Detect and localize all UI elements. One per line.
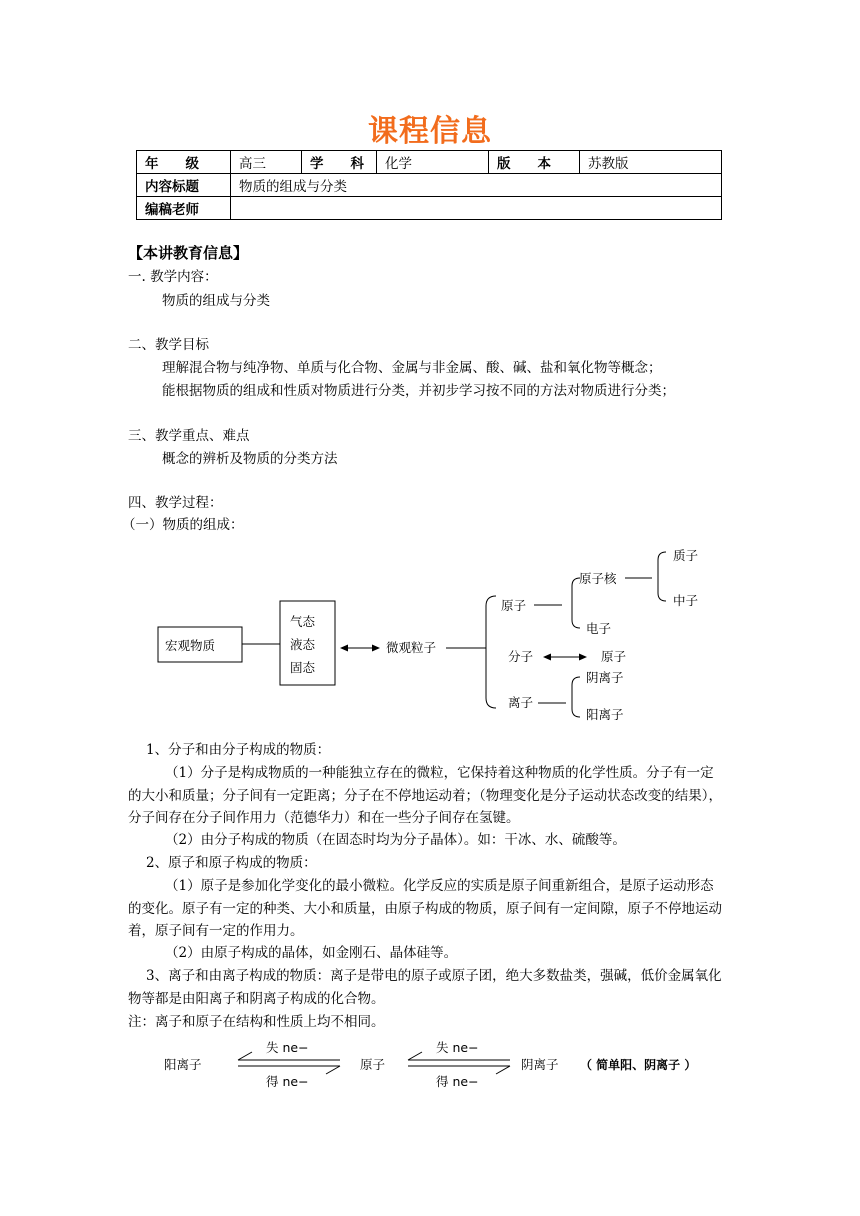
p2-a: （1）原子是参加化学变化的最小微粒。化学反应的实质是原子间重新组合，是原子运动形态的变化。原子有一定的种类、大小和质量，由原子构成的物质，原子间有一定间隙，原子不停地运动着，原子间有一定的作用力。: [128, 878, 722, 939]
topic-value: 物质的组成与分类: [231, 174, 722, 197]
s2-title: 二、教学目标: [128, 337, 209, 353]
p2-title: 2、原子和原子构成的物质：: [146, 855, 317, 871]
s3-title: 三、教学重点、难点: [128, 428, 250, 444]
edition-label: 版 本: [497, 156, 551, 172]
solid-label: 固态: [290, 660, 316, 675]
electron-label: 电子: [586, 621, 612, 636]
grade-label: 年 级: [145, 156, 199, 172]
topic-label: 内容标题: [137, 174, 231, 197]
s3-body: 概念的辨析及物质的分类方法: [162, 451, 338, 467]
d2-lose1: 失 ne−: [266, 1040, 309, 1055]
s2-line2: 能根据物质的组成和性质对物质进行分类，并初步学习按不同的方法对物质进行分类；: [162, 383, 675, 399]
anion-label: 阴离子: [586, 670, 624, 685]
s2-line1: 理解混合物与纯净物、单质与化合物、金属与非金属、酸、碱、盐和氧化物等概念；: [162, 360, 662, 376]
neutron-label: 中子: [673, 593, 699, 608]
nucleus-label: 原子核: [579, 571, 617, 586]
p1-title: 1、分子和由分子构成的物质：: [146, 742, 331, 758]
d2-cation: 阳离子: [164, 1057, 202, 1072]
cation-label: 阳离子: [586, 707, 624, 722]
note: 注：离子和原子在结构和性质上均不相同。: [128, 1014, 385, 1030]
editor-label: 编稿老师: [137, 197, 231, 220]
subject-value: 化学: [377, 151, 489, 174]
d2-gain1: 得 ne−: [266, 1074, 309, 1089]
liquid-label: 液态: [290, 637, 316, 652]
edition-value: 苏教版: [580, 151, 722, 174]
p2-b: （2）由原子构成的晶体，如金刚石、晶体硅等。: [165, 945, 458, 961]
d2-gain2: 得 ne−: [436, 1074, 479, 1089]
macro-label: 宏观物质: [165, 638, 216, 653]
s1-body: 物质的组成与分类: [162, 293, 270, 309]
atom-label: 原子: [501, 598, 527, 613]
proton-label: 质子: [673, 548, 699, 563]
grade-value: 高三: [231, 151, 302, 174]
s4-sub: （一）物质的组成：: [122, 517, 244, 533]
micro-label: 微观粒子: [386, 640, 437, 655]
s1-title: 一. 教学内容：: [128, 269, 218, 285]
section-heading: 【本讲教育信息】: [128, 244, 249, 262]
ion-label: 离子: [508, 695, 534, 710]
page-title: 课程信息: [368, 114, 492, 149]
p1-a: （1）分子是构成物质的一种能独立存在的微粒，它保持着这种物质的化学性质。分子有一定的大小和质量；分子间有一定距离；分子在不停地运动着；（物理变化是分子运动状态改变的结果），分子间存在分子间作用力（范德华力）和在一些分子间存在氢键。: [128, 765, 722, 826]
d2-atom: 原子: [360, 1057, 386, 1072]
subject-label: 学 科: [310, 156, 364, 172]
molecule-label: 分子: [508, 649, 534, 664]
p3: 3、离子和由离子构成的物质：离子是带电的原子或原子团，绝大多数盐类，强碱，低价金属氧化物等都是由阳离子和阴离子构成的化合物。: [128, 968, 722, 1007]
s4-title: 四、教学过程：: [128, 495, 223, 511]
gas-label: 气态: [290, 614, 316, 629]
d2-lose2: 失 ne−: [436, 1040, 479, 1055]
d2-anion: 阴离子: [521, 1057, 559, 1072]
atom2-label: 原子: [601, 649, 627, 664]
p1-b: （2）由分子构成的物质（在固态时均为分子晶体）。如：干冰、水、硫酸等。: [165, 832, 626, 848]
d2-note: （ 简单阳、阴离子 ）: [580, 1058, 697, 1072]
